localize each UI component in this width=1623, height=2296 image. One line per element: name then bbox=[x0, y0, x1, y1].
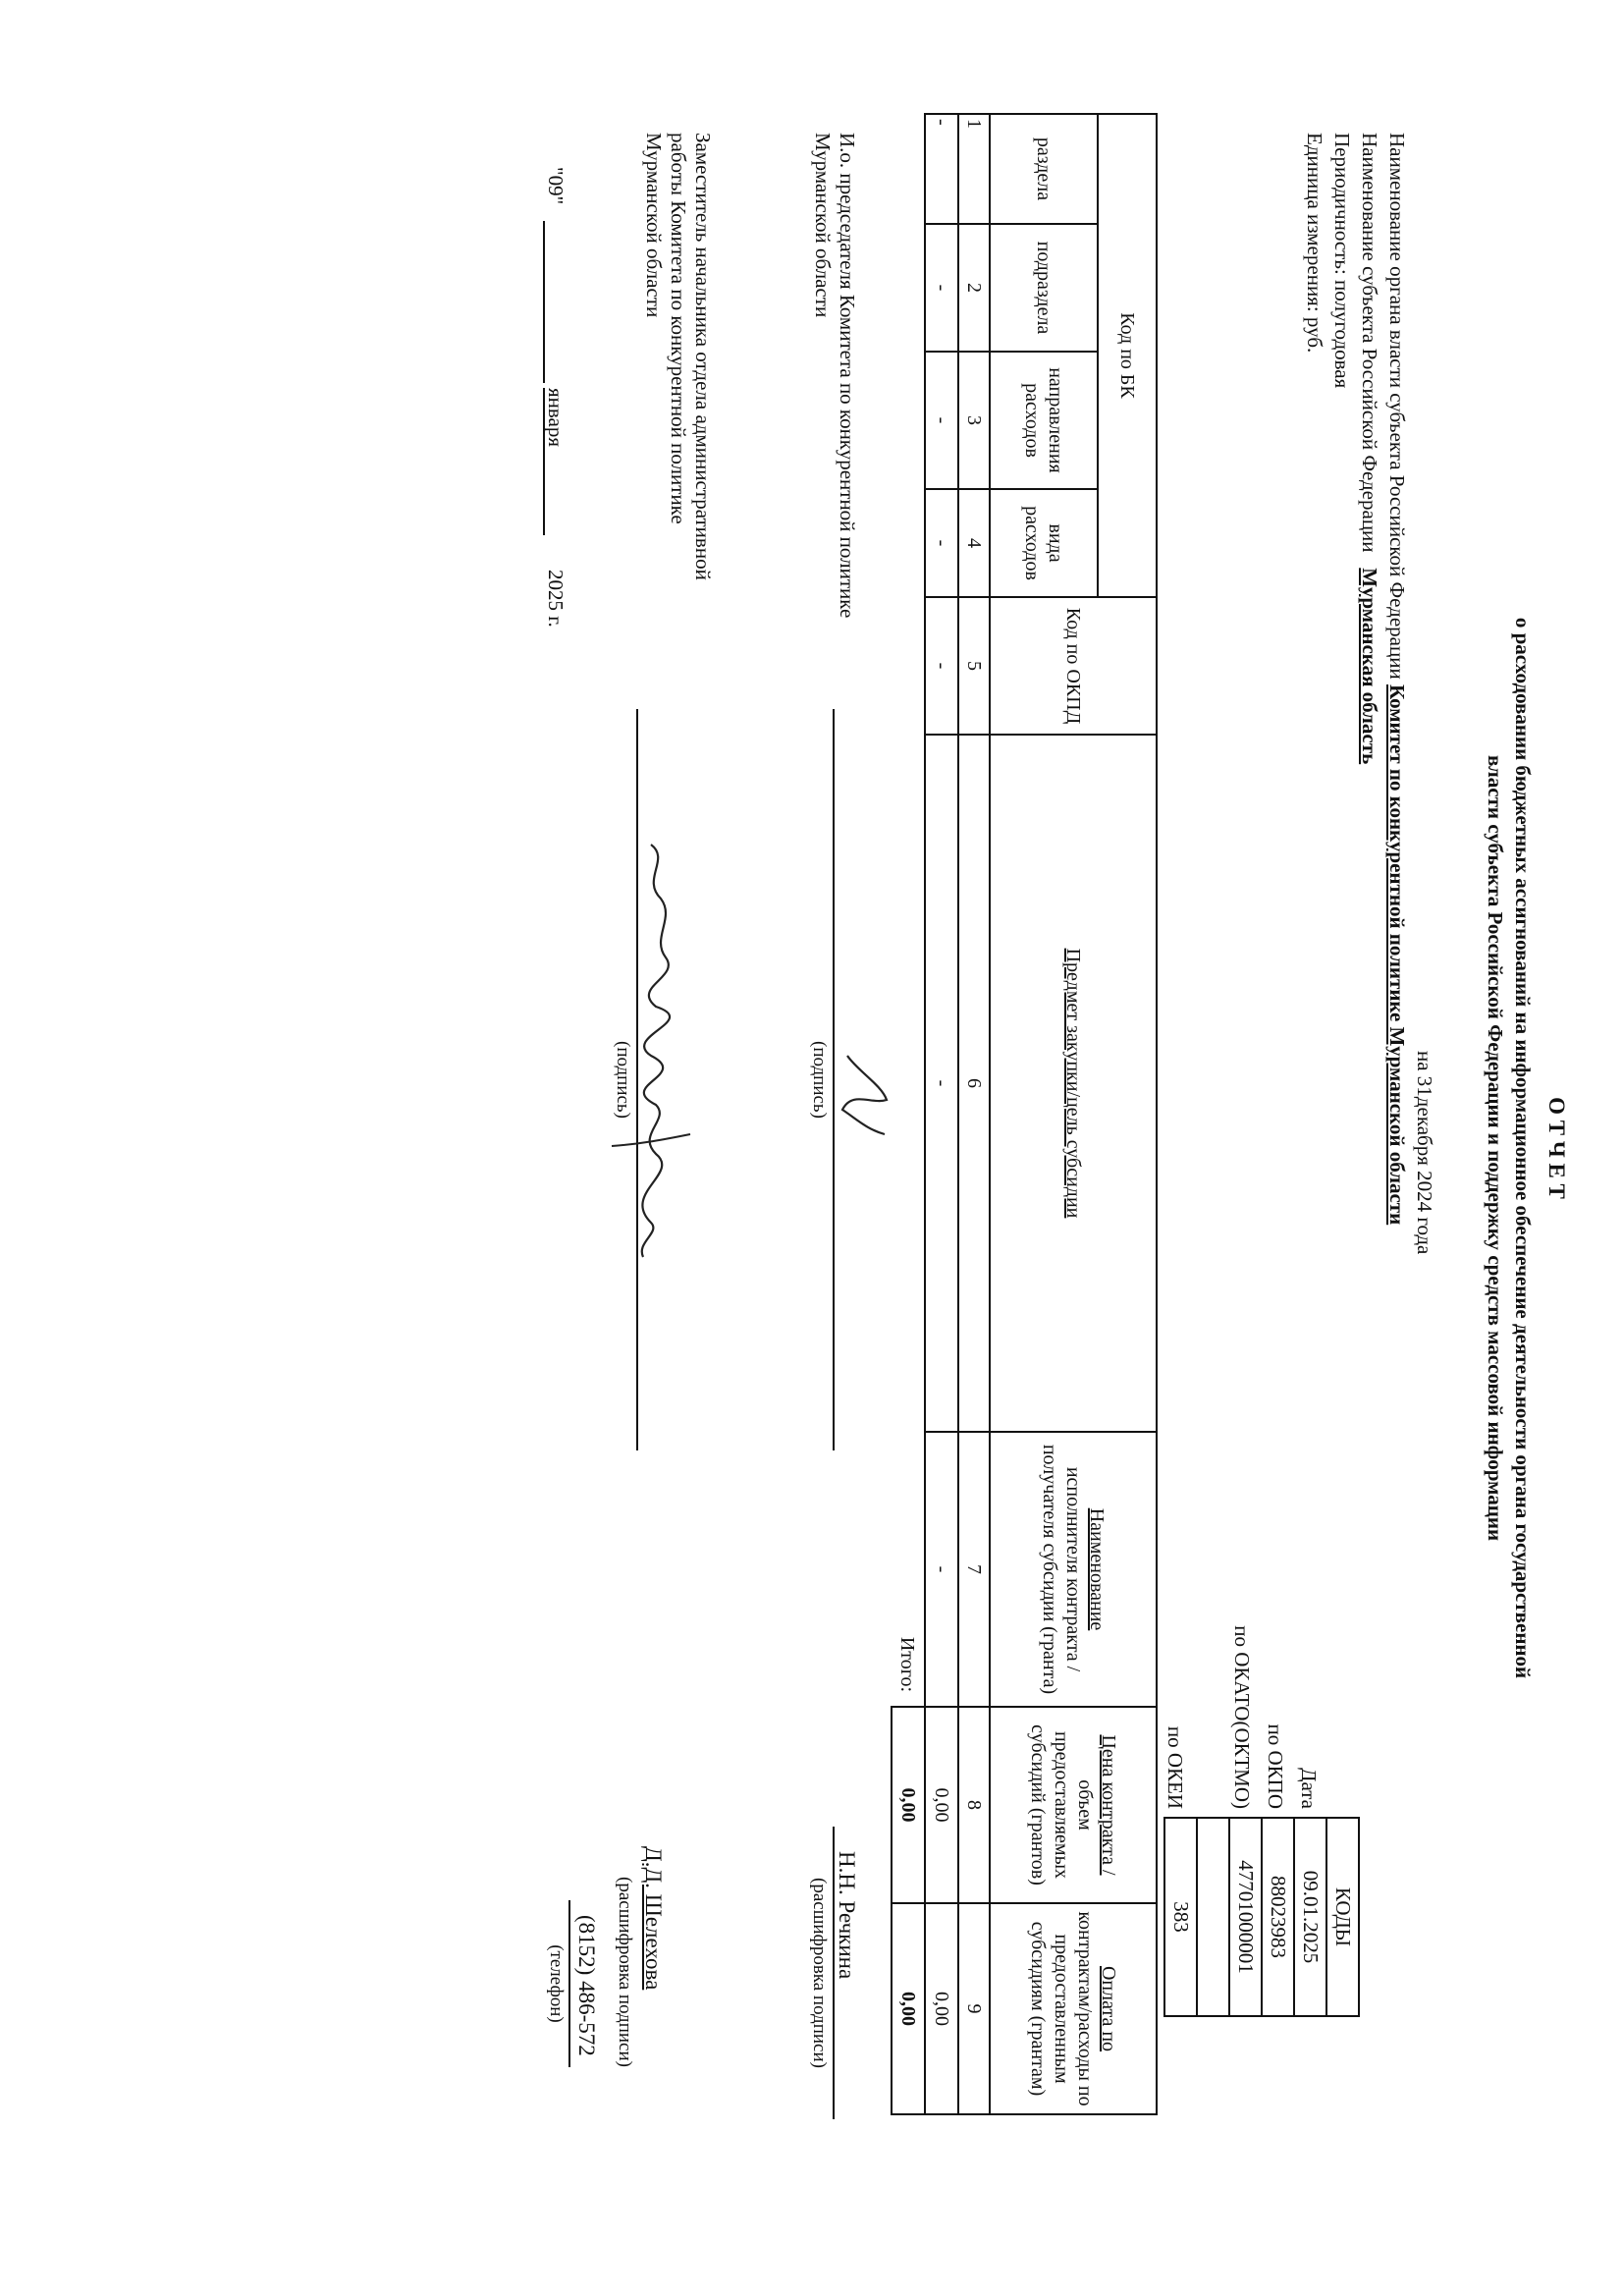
data-cell: - bbox=[925, 597, 958, 735]
header-napravleniya: направления расходов bbox=[990, 352, 1098, 489]
date-line: на 31декабря 2024 года bbox=[1413, 1051, 1436, 1255]
code-empty-value bbox=[1197, 1818, 1229, 2016]
header-naimenovanie: Наименование исполнителя контракта / получателя субсидии (гранта) bbox=[990, 1432, 1157, 1707]
footer-year: 2025 г. bbox=[544, 570, 568, 628]
sig2-handwritten-signature bbox=[602, 840, 710, 1262]
code-okpo-value: 88023983 bbox=[1262, 1818, 1294, 2016]
code-okpo-label: по ОКПО bbox=[1264, 1723, 1287, 1809]
sig1-name: Н.Н. Речкина bbox=[835, 1851, 859, 1980]
main-table bbox=[891, 113, 1158, 2115]
code-oktmo-label: по ОКАТО(ОКТМО) bbox=[1230, 1625, 1254, 1809]
code-okei-value: 383 bbox=[1164, 1818, 1197, 2016]
sig1-handwritten-signature bbox=[828, 1051, 896, 1139]
num-cell: 3 bbox=[958, 352, 990, 489]
code-date-label: Дата bbox=[1297, 1768, 1321, 1809]
header-vida: вида расходов bbox=[990, 489, 1098, 597]
header-podrazdela: подраздела bbox=[990, 224, 1098, 352]
footer-month-line bbox=[543, 388, 545, 535]
header-code-bk: Код по БК bbox=[1098, 114, 1157, 597]
code-date-value: 09.01.2025 bbox=[1294, 1818, 1326, 2016]
num-cell: 4 bbox=[958, 489, 990, 597]
num-cell: 6 bbox=[958, 735, 990, 1432]
codes-table bbox=[1163, 1817, 1360, 2017]
code-oktmo-value: 47701000001 bbox=[1229, 1818, 1262, 2016]
data-cell: - bbox=[925, 224, 958, 352]
footer-month: января bbox=[544, 388, 568, 448]
sig1-caption-decode: (расшифровка подписи) bbox=[809, 1878, 830, 2068]
sig1-position-1: И.о. председателя Комитета по конкурентной политике bbox=[836, 133, 859, 619]
total-label: Итого: bbox=[896, 1636, 919, 1692]
sig2-position-2: работы Комитета по конкурентной политике bbox=[667, 133, 690, 524]
table-row bbox=[925, 114, 958, 2114]
sig2-caption-signature: (подпись) bbox=[613, 1041, 633, 1119]
periodicity-line: Периодичность: полугодовая bbox=[1330, 133, 1354, 389]
num-cell: 2 bbox=[958, 224, 990, 352]
report-title: О Т Ч Е Т bbox=[1544, 1097, 1569, 1199]
phone-line bbox=[568, 1900, 570, 2067]
sig2-position-3: Мурманской области bbox=[642, 133, 666, 318]
phone-value: (8152) 486-572 bbox=[574, 1915, 599, 2056]
sig1-caption-signature: (подпись) bbox=[809, 1041, 830, 1119]
code-okei-label: по ОКЕИ bbox=[1163, 1725, 1187, 1809]
total-cena: 0,00 bbox=[892, 1707, 925, 1903]
sig2-position-1: Заместитель начальника отдела административной bbox=[691, 133, 715, 580]
footer-day: "09" bbox=[544, 167, 568, 205]
sig2-caption-decode: (расшифровка подписи) bbox=[615, 1877, 635, 2067]
data-cell: - bbox=[925, 352, 958, 489]
data-cell: - bbox=[925, 735, 958, 1432]
header-razdela: раздела bbox=[990, 114, 1098, 224]
authority-line: Наименование органа власти субъекта Российской Федерации Комитет по конкурентной политике Мурманской области bbox=[1385, 133, 1409, 1226]
num-cell: 7 bbox=[958, 1432, 990, 1707]
header-cena: Цена контракта / объем предоставляемых субсидий (грантов) bbox=[990, 1707, 1157, 1903]
sig1-position-2: Мурманской области bbox=[811, 133, 835, 318]
table-row-numbers bbox=[958, 114, 990, 2114]
header-oplata: Оплата по контрактам/расходы по предоставленным субсидиям (грантам) bbox=[990, 1903, 1157, 2114]
num-cell: 5 bbox=[958, 597, 990, 735]
data-cell: - bbox=[925, 489, 958, 597]
header-okpd: Код по ОКПД bbox=[990, 597, 1157, 735]
data-cell: - bbox=[925, 114, 958, 224]
total-oplata: 0,00 bbox=[892, 1903, 925, 2114]
header-predmet: Предмет закупки/цель субсидии bbox=[990, 735, 1157, 1432]
total-row bbox=[892, 114, 925, 2114]
data-cell: 0,00 bbox=[925, 1707, 958, 1903]
report-subtitle-2: власти субъекта Российской Федерации и поддержку средств массовой информации bbox=[1484, 754, 1507, 1542]
codes-header: КОДЫ bbox=[1326, 1818, 1359, 2016]
phone-caption: (телефон) bbox=[546, 1944, 567, 2023]
sig2-name: Д.Д. Шелехова bbox=[641, 1846, 666, 1991]
num-cell: 1 bbox=[958, 114, 990, 224]
unit-line: Единица измерения: руб. bbox=[1303, 133, 1326, 354]
subject-line: Наименование субъекта Российской Федерации Мурманская область bbox=[1358, 133, 1381, 765]
report-subtitle-1: о расходовании бюджетных ассигнований на информационное обеспечение деятельности органа государственной bbox=[1511, 617, 1535, 1679]
sig1-decode-line bbox=[833, 1827, 835, 2119]
num-cell: 8 bbox=[958, 1707, 990, 1903]
data-cell: 0,00 bbox=[925, 1903, 958, 2114]
data-cell: - bbox=[925, 1432, 958, 1707]
footer-day-line bbox=[543, 221, 545, 383]
num-cell: 9 bbox=[958, 1903, 990, 2114]
